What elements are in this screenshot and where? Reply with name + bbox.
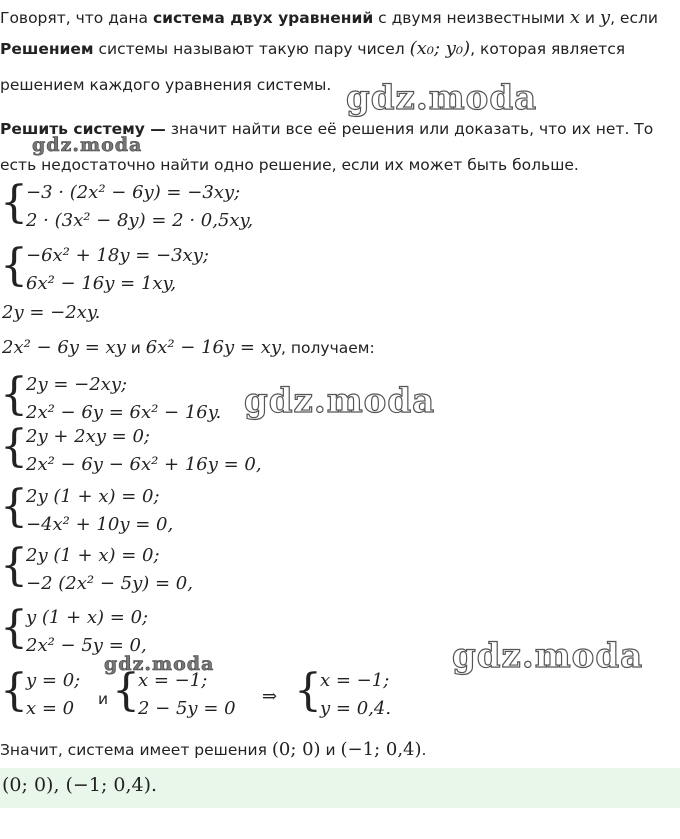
substitution-line xyxy=(2,337,375,359)
equation: x = −1; xyxy=(320,670,390,691)
equation: −4x² + 10y = 0, xyxy=(26,514,174,535)
equation: 2y (1 + x) = 0; xyxy=(26,545,160,566)
text: . xyxy=(421,741,427,759)
equation: 2x² − 5y = 0, xyxy=(26,635,147,656)
conjunction: и xyxy=(98,690,109,708)
pair-x0-y0: (x₀; y₀) xyxy=(409,38,471,59)
intro-text: , если xyxy=(610,9,658,27)
equation: 2y = −2xy; xyxy=(26,374,128,395)
solution-2: (−1; 0,4) xyxy=(340,739,422,760)
intro-text: и xyxy=(579,9,600,27)
equation: y = 0; xyxy=(26,670,81,691)
equation: x = −1; xyxy=(138,670,208,691)
equation: x = 0 xyxy=(26,698,75,719)
intro-line-1 xyxy=(0,7,658,29)
equation: 2x² − 6y = xy xyxy=(2,337,126,358)
text: и xyxy=(320,741,341,759)
equation-line: 2y = −2xy. xyxy=(2,302,101,323)
text: Значит, система имеет решения xyxy=(0,741,272,759)
equation: 2 · (3x² − 8y) = 2 · 0,5xy, xyxy=(26,210,254,231)
answer-text: (0; 0), (−1; 0,4). xyxy=(2,774,158,796)
brace-icon: { xyxy=(0,540,28,591)
intro-text: значит найти все её решения или доказать, что их нет. То xyxy=(165,120,654,138)
equation: 6x² − 16y = xy xyxy=(145,337,282,358)
watermark-logo: gdz.moda xyxy=(452,636,644,676)
watermark-logo: gdz.moda xyxy=(104,653,215,675)
brace-icon: { xyxy=(0,369,28,420)
intro-line-2 xyxy=(0,38,625,60)
intro-line-5: есть недостаточно найти одно решение, если их может быть больше. xyxy=(0,156,579,174)
equation: 2x² − 6y − 6x² + 16y = 0, xyxy=(26,454,262,475)
brace-icon: { xyxy=(0,421,28,472)
intro-text: Говорят, что дана xyxy=(0,9,153,27)
equation: 6x² − 16y = 1xy, xyxy=(26,273,177,294)
brace-icon: { xyxy=(0,481,28,532)
equation: y = 0,4. xyxy=(320,698,392,719)
equation: 2y (1 + x) = 0; xyxy=(26,486,160,507)
var-y: y xyxy=(599,7,611,28)
var-x: x xyxy=(569,7,580,28)
equation: 2y + 2xy = 0; xyxy=(26,426,150,447)
conclusion-line xyxy=(0,739,426,761)
solution-1: (0; 0) xyxy=(271,739,321,760)
intro-text: , которая является xyxy=(470,40,626,58)
brace-icon: { xyxy=(0,602,28,653)
equation: y (1 + x) = 0; xyxy=(26,607,149,628)
equation: −2 (2x² − 5y) = 0, xyxy=(26,573,193,594)
brace-icon: { xyxy=(0,665,28,716)
text: , получаем: xyxy=(281,339,375,357)
watermark-logo: gdz.moda xyxy=(346,78,538,118)
conjunction: и xyxy=(125,339,146,357)
implies-arrow-icon: ⇒ xyxy=(262,686,278,707)
answer-box xyxy=(0,768,680,808)
brace-icon: { xyxy=(0,240,28,291)
term-solve-system: Решить систему — xyxy=(0,120,166,138)
equation: 2 − 5y = 0 xyxy=(138,698,236,719)
watermark-logo: gdz.moda xyxy=(244,381,436,421)
equation: 2x² − 6y = 6x² − 16y. xyxy=(26,402,222,423)
watermark-logo: gdz.moda xyxy=(32,134,143,156)
term-solution: Решением xyxy=(0,40,94,58)
intro-text: с двумя неизвестными xyxy=(373,9,570,27)
brace-icon: { xyxy=(0,177,28,228)
brace-icon: { xyxy=(112,665,140,716)
equation: −3 · (2x² − 6y) = −3xy; xyxy=(26,182,241,203)
brace-icon: { xyxy=(294,665,322,716)
equation: −6x² + 18y = −3xy; xyxy=(26,245,209,266)
term-system: система двух уравнений xyxy=(152,9,374,27)
intro-text: системы называют такую пару чисел xyxy=(93,40,410,58)
intro-line-3: решением каждого уравнения системы. xyxy=(0,76,332,94)
